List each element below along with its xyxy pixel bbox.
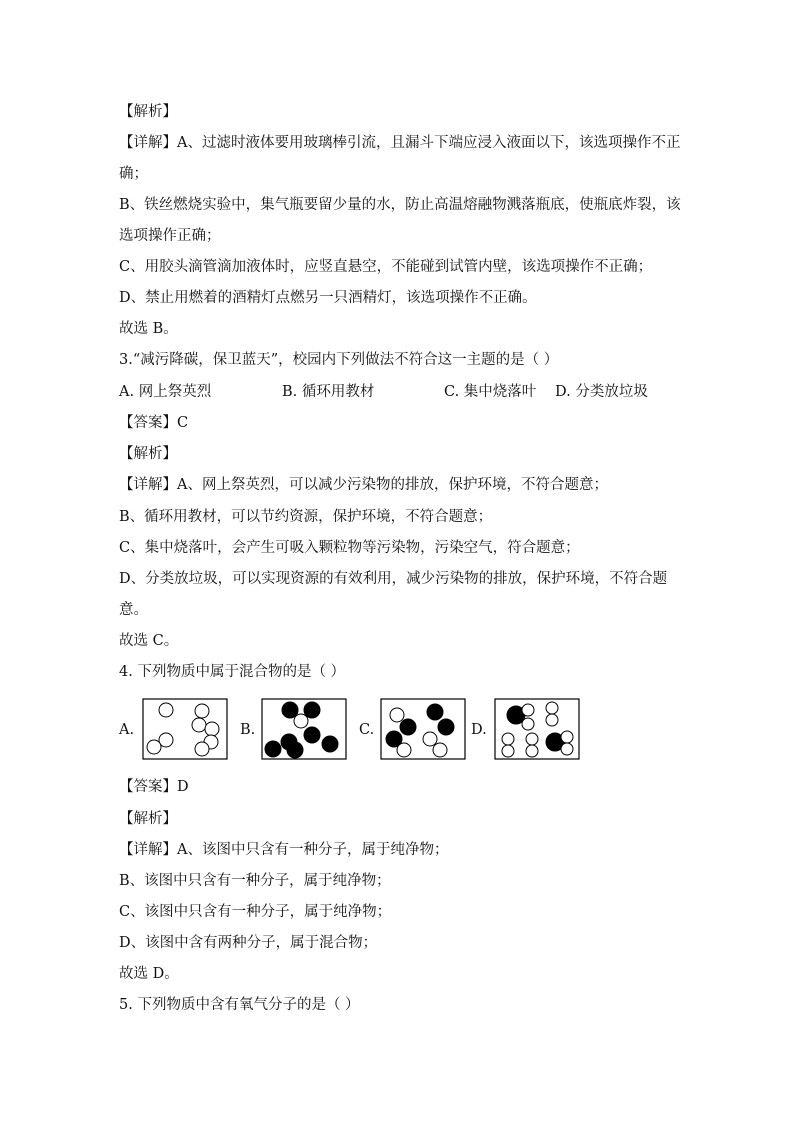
- q3-detail-d-line2: 意。: [119, 602, 148, 618]
- q4-figure-label-c: C.: [359, 722, 375, 738]
- q4-figure-label-d: D.: [471, 722, 487, 738]
- q3-option-b: B. 循环用教材: [282, 384, 375, 400]
- q4-analysis-heading: 【解析】: [119, 811, 177, 827]
- q4-figure-d: [494, 698, 580, 760]
- q4-figure-a: [142, 698, 228, 760]
- q2-conclusion: 故选 B。: [119, 321, 178, 337]
- q3-detail-d-line1: D、分类放垃圾，可以实现资源的有效利用，减少污染物的排放，保护环境，不符合题: [119, 571, 668, 587]
- q4-detail-a: 【详解】A、该图中只含有一种分子，属于纯净物；: [119, 842, 449, 858]
- q4-figure-label-b: B.: [240, 722, 256, 738]
- q3-answer: 【答案】C: [119, 415, 189, 431]
- q4-figure-c: [380, 698, 466, 760]
- q3-detail-a: 【详解】A、网上祭英烈，可以减少污染物的排放，保护环境，不符合题意；: [119, 477, 608, 493]
- q4-detail-b: B、该图中只含有一种分子，属于纯净物；: [119, 873, 391, 889]
- q2-option-c-line: C、用胶头滴管滴加液体时，应竖直悬空，不能碰到试管内壁，该选项操作不正确；: [119, 259, 653, 275]
- q3-option-a: A. 网上祭英烈: [119, 384, 212, 400]
- q2-option-b-line1: B、铁丝燃烧实验中，集气瓶要留少量的水，防止高温熔融物溅落瓶底，使瓶底炸裂，该: [119, 197, 681, 213]
- q3-stem: 3.“减污降碳，保卫蓝天”，校园内下列做法不符合这一主题的是（ ）: [119, 352, 559, 368]
- q3-conclusion: 故选 C。: [119, 633, 179, 649]
- q3-analysis-heading: 【解析】: [119, 446, 177, 462]
- q2-option-d-line: D、禁止用燃着的酒精灯点燃另一只酒精灯，该选项操作不正确。: [119, 290, 537, 306]
- q2-detail-line1b: 确；: [119, 166, 148, 182]
- q5-stem: 5. 下列物质中含有氧气分子的是（ ）: [119, 997, 360, 1013]
- q2-detail-line1: 【详解】A、过滤时液体要用玻璃棒引流，且漏斗下端应浸入液面以下，该选项操作不正: [119, 135, 681, 151]
- q4-conclusion: 故选 D。: [119, 966, 179, 982]
- q4-figure-label-a: A.: [119, 722, 135, 738]
- q3-option-c: C. 集中烧落叶: [444, 384, 537, 400]
- q4-figure-b: [261, 698, 347, 760]
- q4-detail-c: C、该图中只含有一种分子，属于纯净物；: [119, 904, 392, 920]
- q3-detail-c: C、集中烧落叶，会产生可吸入颗粒物等污染物，污染空气，符合题意；: [119, 540, 580, 556]
- q3-detail-b: B、循环用教材，可以节约资源，保护环境，不符合题意；: [119, 509, 493, 525]
- q2-option-b-line2: 选项操作正确；: [119, 228, 221, 244]
- q2-analysis-heading: 【解析】: [119, 104, 177, 120]
- q4-answer: 【答案】D: [119, 779, 189, 795]
- q3-option-d: D. 分类放垃圾: [555, 384, 648, 400]
- q4-detail-d: D、该图中含有两种分子，属于混合物；: [119, 935, 378, 951]
- q4-stem: 4. 下列物质中属于混合物的是（ ）: [119, 664, 346, 680]
